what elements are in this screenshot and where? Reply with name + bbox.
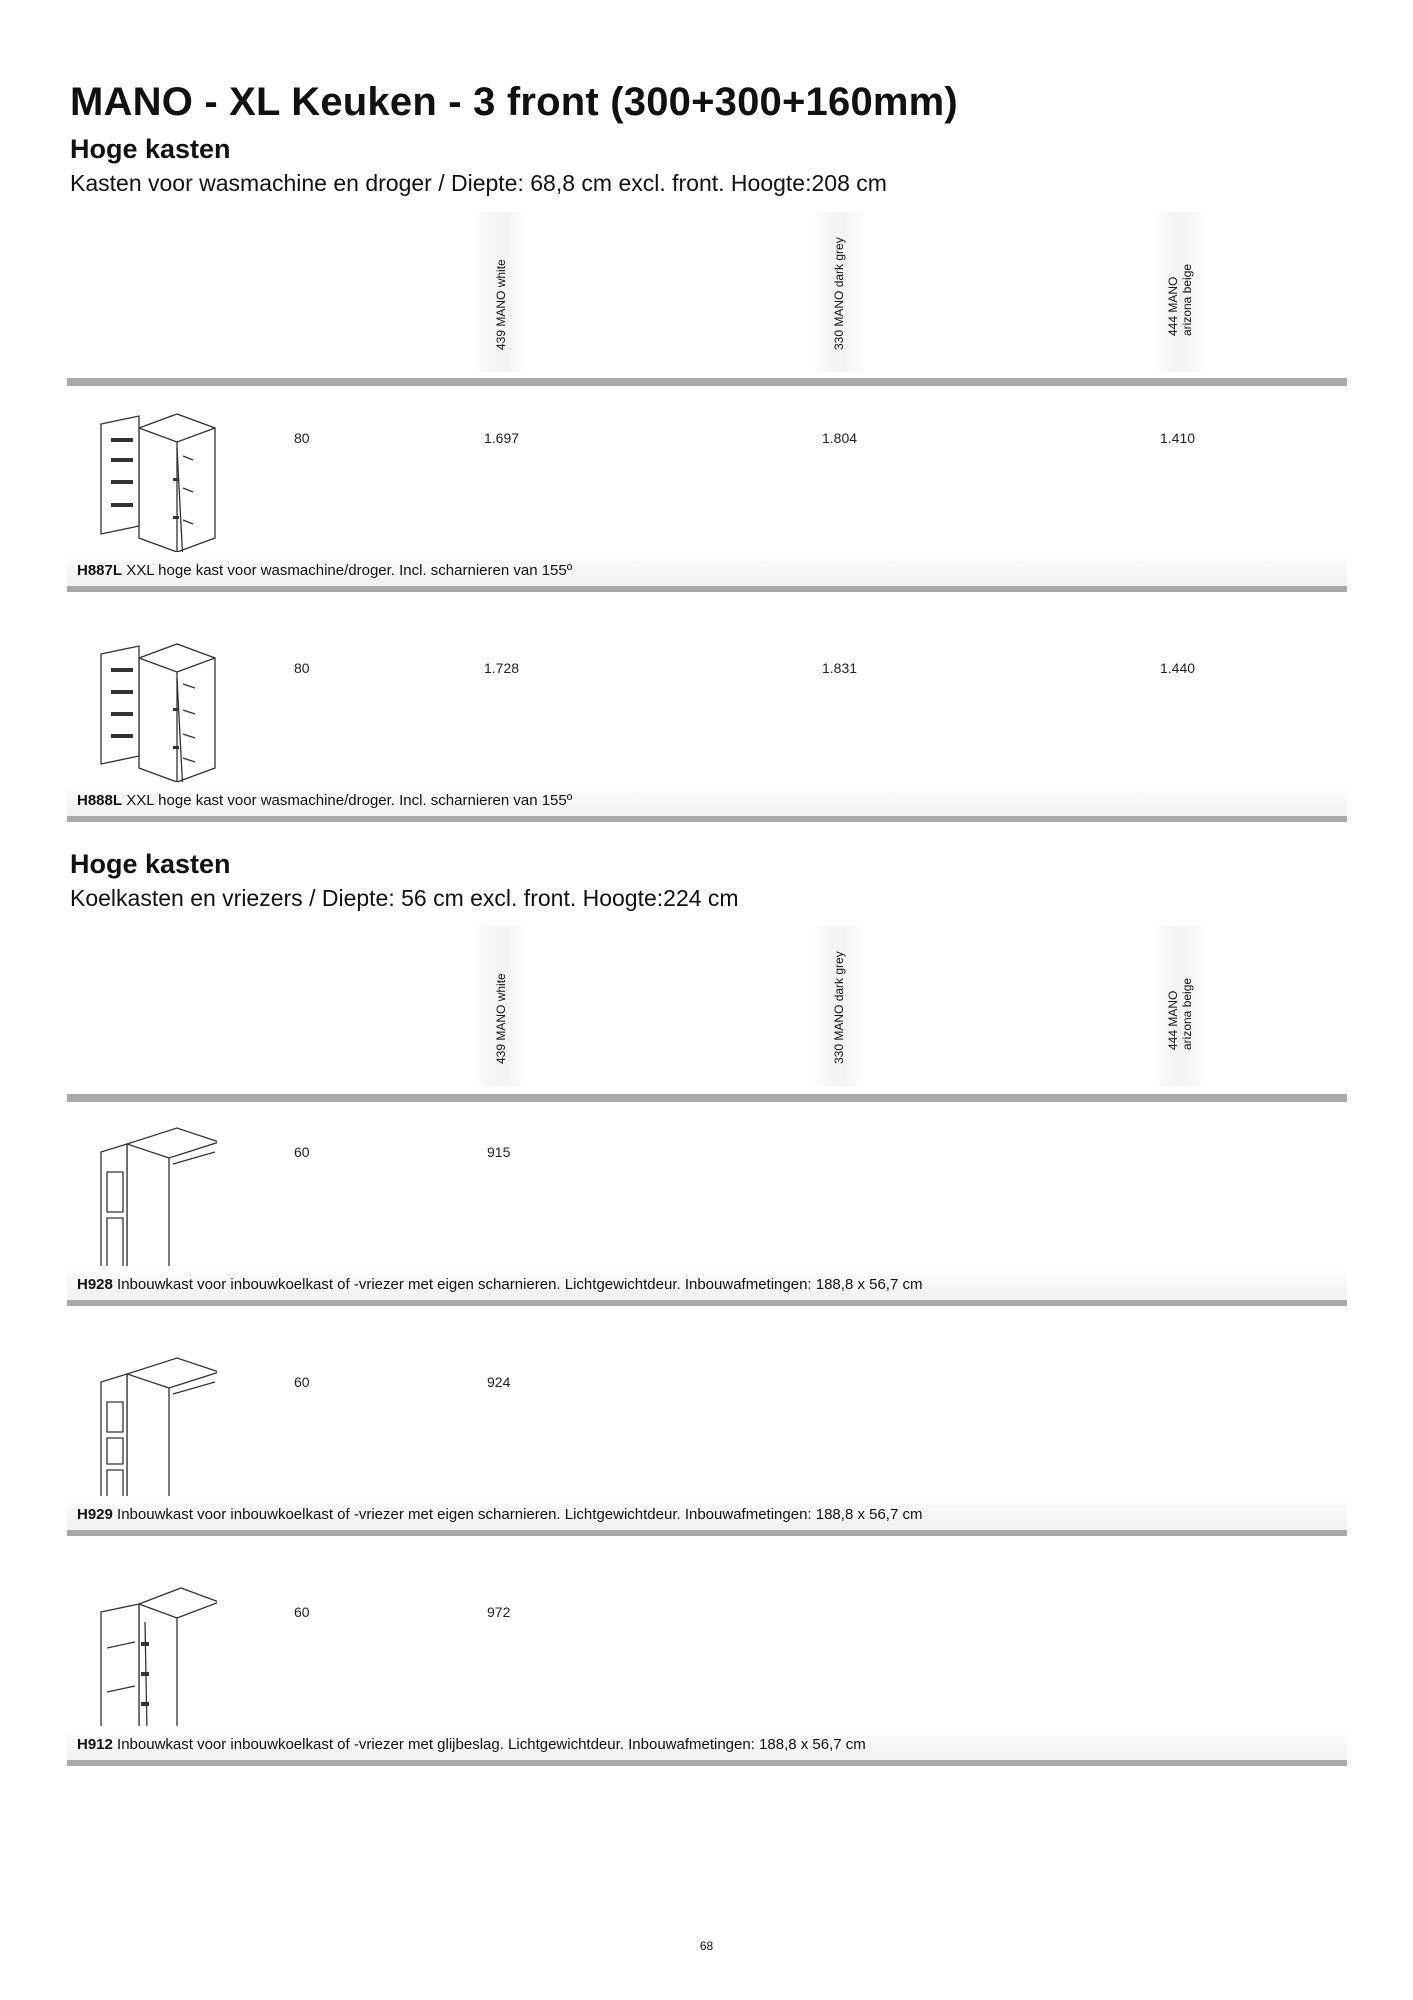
column-header-arizona-beige [1153, 926, 1207, 1086]
width-value: 60 [294, 1144, 310, 1160]
item-code: H912 [77, 1736, 113, 1753]
table-header-rule [67, 1094, 1347, 1102]
row-rule [67, 1760, 1347, 1766]
section-title: Hoge kasten [70, 849, 231, 879]
column-header-white [474, 926, 528, 1086]
width-value: 80 [294, 660, 310, 676]
row-rule [67, 586, 1347, 592]
column-header-white [474, 212, 528, 372]
page-title: MANO - XL Keuken - 3 front (300+300+160mm) [70, 80, 958, 124]
item-code: H888L [77, 792, 123, 809]
column-header-dark-grey [812, 926, 866, 1086]
item-description [77, 562, 572, 579]
table-header-rule [67, 378, 1347, 386]
column-label: 444 MANO [1166, 990, 1180, 1050]
item-code: H887L [77, 562, 123, 579]
width-value: 60 [294, 1374, 310, 1390]
fridge-cabinet-icon [87, 1352, 217, 1517]
tall-cabinet-double-door-icon [87, 408, 217, 573]
row-rule [67, 816, 1347, 822]
column-label: 439 MANO white [494, 259, 508, 350]
item-text: XXL hoge kast voor wasmachine/droger. Incl. scharnieren van 155º [126, 792, 573, 809]
table-row [67, 626, 1347, 856]
column-label: 439 MANO white [494, 973, 508, 1064]
item-text: XXL hoge kast voor wasmachine/droger. Incl. scharnieren van 155º [126, 562, 573, 579]
row-rule [67, 1300, 1347, 1306]
table-row [67, 396, 1347, 626]
column-header-dark-grey [812, 212, 866, 372]
item-description [77, 792, 572, 809]
tall-cabinet-double-door-icon [87, 638, 217, 803]
price-white: 915 [487, 1144, 511, 1160]
column-label: arizona beige [1180, 977, 1194, 1050]
price-arizona-beige: 1.410 [1160, 430, 1196, 446]
price-white: 972 [487, 1604, 511, 1620]
width-value: 60 [294, 1604, 310, 1620]
item-description [77, 1506, 922, 1523]
item-code: H929 [77, 1506, 113, 1523]
item-description [77, 1276, 922, 1293]
item-text: Inbouwkast voor inbouwkoelkast of -vriezer met glijbeslag. Lichtgewichtdeur. Inbouwafmetingen: 188,8 x 56,7 cm [117, 1736, 866, 1753]
price-white: 1.697 [484, 430, 520, 446]
table-row [67, 1340, 1347, 1570]
fridge-cabinet-icon [87, 1122, 217, 1287]
column-label: 444 MANO [1166, 276, 1180, 336]
column-label: arizona beige [1180, 263, 1194, 336]
price-dark-grey: 1.804 [822, 430, 858, 446]
section-subtitle: Koelkasten en vriezers / Diepte: 56 cm excl. front. Hoogte:224 cm [70, 885, 739, 911]
row-rule [67, 1530, 1347, 1536]
item-code: H928 [77, 1276, 113, 1293]
table-row [67, 1110, 1347, 1340]
item-text: Inbouwkast voor inbouwkoelkast of -vriezer met eigen scharnieren. Lichtgewichtdeur. Inbouwafmetingen: 188,8 x 56,7 cm [117, 1506, 923, 1523]
price-arizona-beige: 1.440 [1160, 660, 1196, 676]
item-description [77, 1736, 866, 1753]
column-label: 330 MANO dark grey [832, 237, 846, 350]
item-text: Inbouwkast voor inbouwkoelkast of -vriezer met eigen scharnieren. Lichtgewichtdeur. Inbouwafmetingen: 188,8 x 56,7 cm [117, 1276, 923, 1293]
page-number: 68 [699, 1939, 714, 1953]
table-row [67, 1570, 1347, 1800]
width-value: 80 [294, 430, 310, 446]
price-dark-grey: 1.831 [822, 660, 858, 676]
column-label: 330 MANO dark grey [832, 951, 846, 1064]
column-header-arizona-beige [1153, 212, 1207, 372]
fridge-cabinet-open-icon [87, 1582, 217, 1747]
section-title: Hoge kasten [70, 134, 231, 164]
price-white: 924 [487, 1374, 511, 1390]
section-subtitle: Kasten voor wasmachine en droger / Diepte: 68,8 cm excl. front. Hoogte:208 cm [70, 170, 887, 196]
price-white: 1.728 [484, 660, 520, 676]
